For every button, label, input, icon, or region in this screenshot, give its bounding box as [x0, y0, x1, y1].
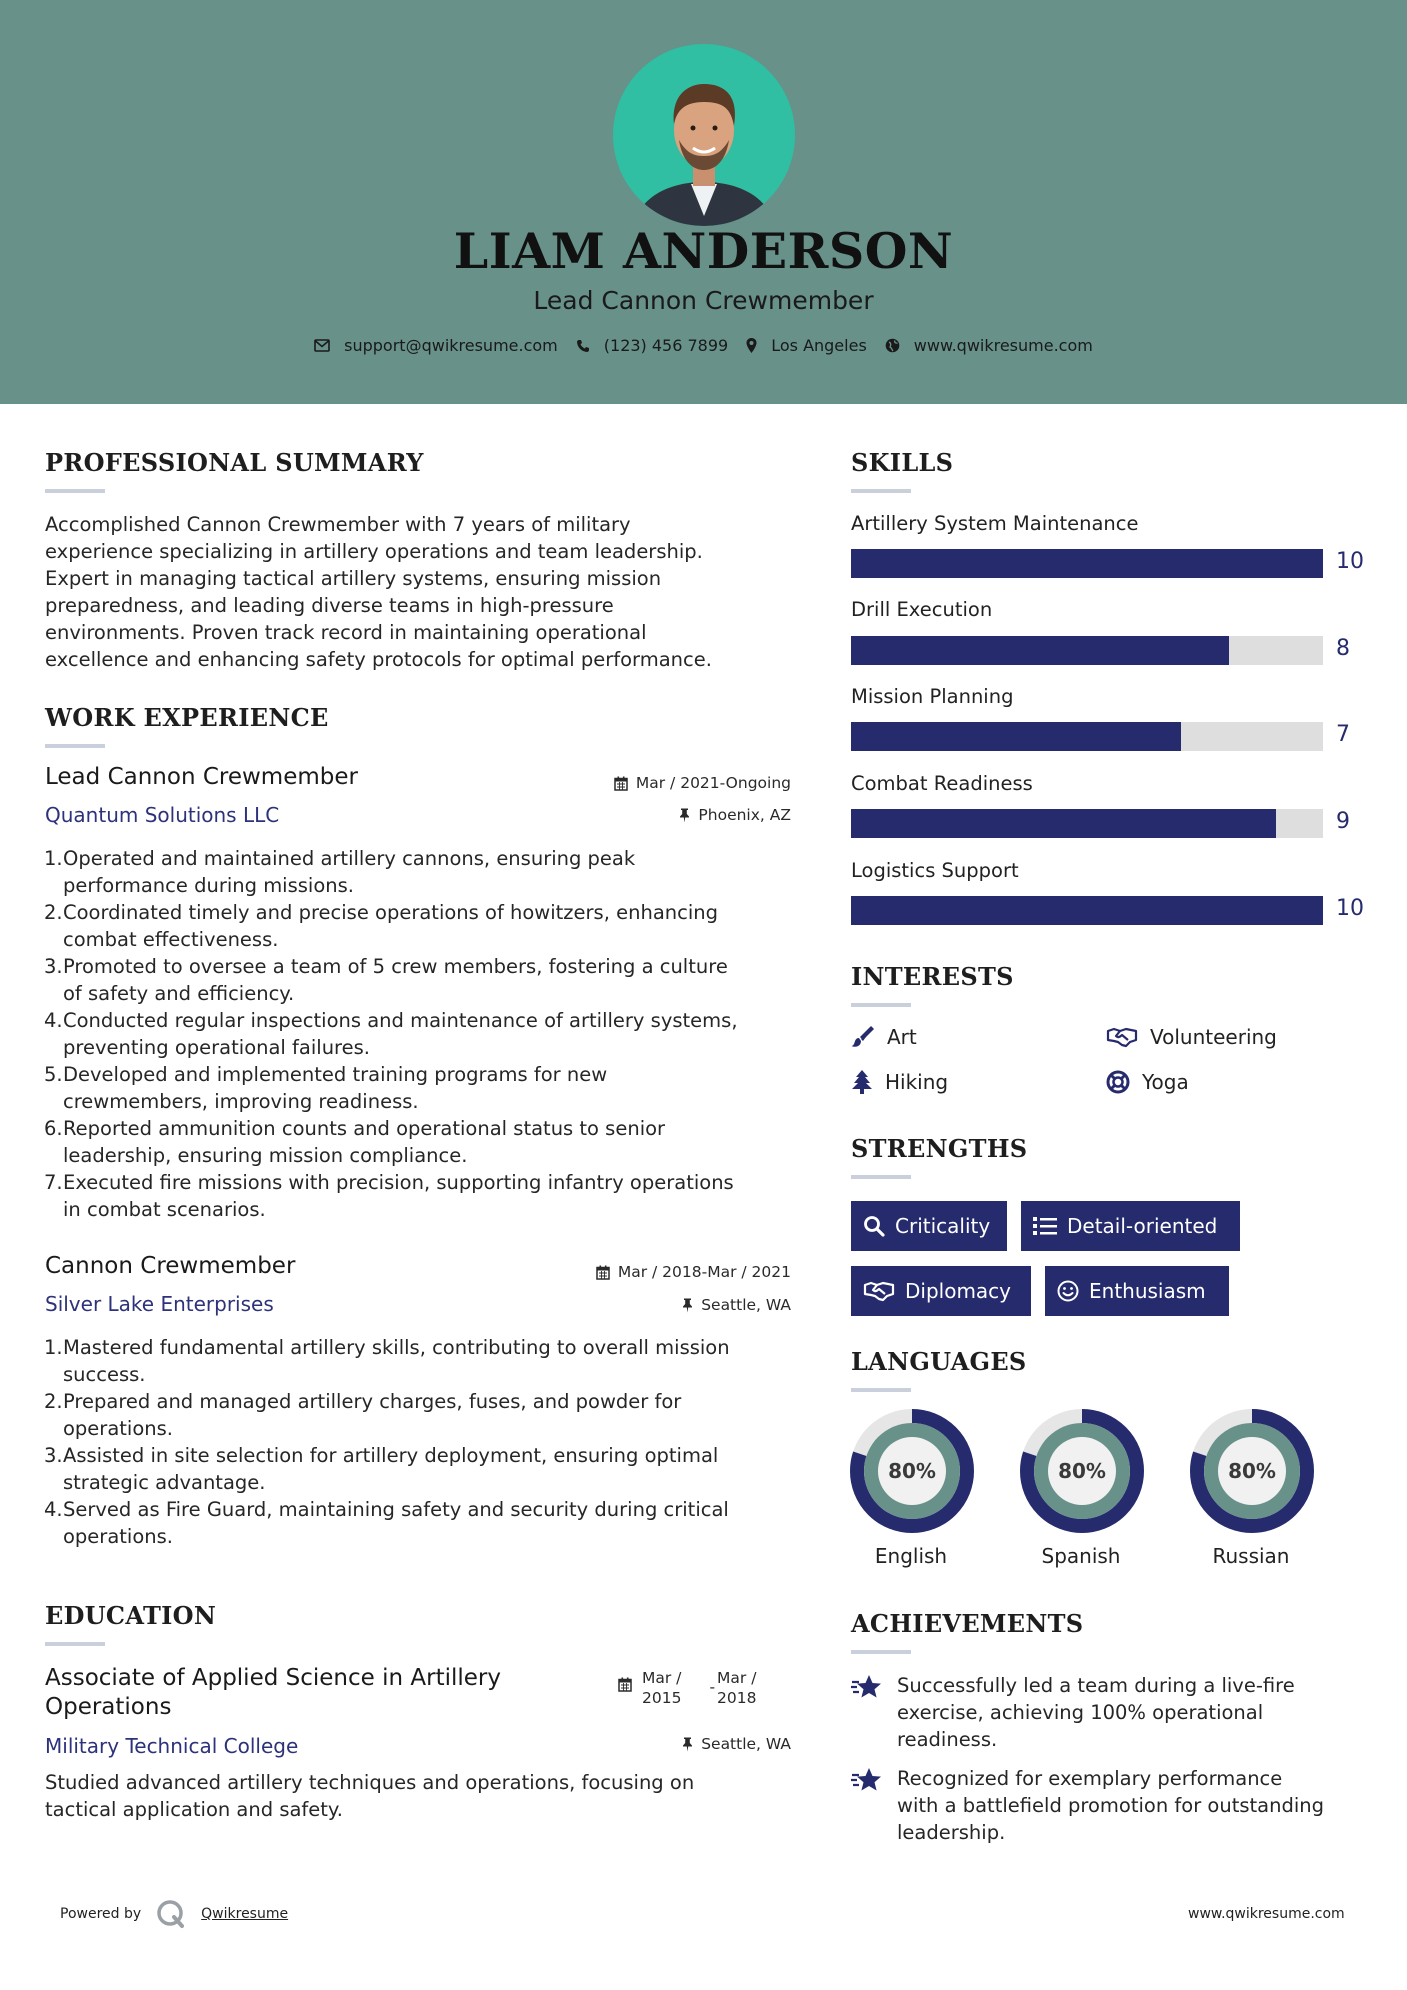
profile-photo	[613, 44, 795, 226]
section-divider	[45, 489, 105, 493]
degree-title: Associate of Applied Science in Artillery Operations	[45, 1665, 501, 1720]
language-ring-english	[850, 1409, 974, 1533]
skill-bar-fill	[851, 809, 1276, 838]
pushpin-icon	[679, 808, 690, 823]
list-item: 1. Operated and maintained artillery cannons, ensuring peak performance during missions.	[44, 847, 636, 897]
list-item: 2. Prepared and managed artillery charges, fuses, and powder for operations.	[44, 1390, 682, 1440]
achievement-item: Successfully led a team during a live-fire exercise, achieving 100% operational readiness.	[851, 1672, 1371, 1753]
list-item: 4. Conducted regular inspections and maintenance of artillery systems, preventing operational failures.	[44, 1009, 738, 1059]
section-divider	[851, 1388, 911, 1392]
job-dates: Mar / 2021-Ongoing	[614, 774, 791, 792]
section-divider	[45, 1642, 105, 1646]
skill-bar	[851, 549, 1323, 578]
candidate-role: Lead Cannon Crewmember	[533, 286, 874, 315]
job-title: Lead Cannon Crewmember	[45, 764, 358, 790]
location-text: Los Angeles	[771, 336, 867, 355]
skill-label: Drill Execution	[851, 598, 993, 621]
skill-bar-fill	[851, 549, 1323, 578]
strength-badge: Detail-oriented	[1021, 1201, 1240, 1251]
globe-icon	[885, 338, 900, 353]
paintbrush-icon	[851, 1025, 875, 1049]
language-label: Spanish	[1041, 1544, 1121, 1568]
pushpin-icon	[682, 1298, 693, 1313]
achievements-heading: ACHIEVEMENTS	[851, 1609, 1084, 1638]
interest-item: Hiking	[851, 1070, 948, 1094]
skills-heading: SKILLS	[851, 448, 954, 477]
interests-heading: INTERESTS	[851, 962, 1014, 991]
language-label: Russian	[1212, 1544, 1290, 1568]
section-divider	[45, 744, 105, 748]
calendar-icon	[618, 1677, 632, 1692]
interest-item: Yoga	[1106, 1070, 1189, 1094]
list-item: 4. Served as Fire Guard, maintaining safety and security during critical operations.	[44, 1498, 729, 1548]
skill-bar	[851, 636, 1323, 665]
email-text: support@qwikresume.com	[344, 336, 558, 355]
skill-value: 8	[1336, 636, 1350, 661]
interest-item: Volunteering	[1106, 1025, 1277, 1049]
handshake-icon	[863, 1280, 895, 1302]
list-item: 6. Reported ammunition counts and operational status to senior leadership, ensuring mission compliance.	[44, 1117, 666, 1167]
job-bullets	[45, 1334, 795, 1550]
skill-value: 10	[1336, 549, 1364, 574]
qwikresume-logo-icon	[155, 1898, 187, 1930]
achievement-item: Recognized for exemplary performance with a battlefield promotion for outstanding leadership.	[851, 1765, 1371, 1846]
skill-label: Mission Planning	[851, 685, 1014, 708]
interest-item: Art	[851, 1025, 917, 1049]
summary-text: Accomplished Cannon Crewmember with 7 years of military experience specializing in artillery operations and team leadership. Expert in managing tactical artillery systems, ensuring mission preparedness, and leading diverse teams in high-pressure environments. Proven track record in maintaining operational excellence and enhancing safety protocols for optimal performance.	[45, 513, 712, 671]
skill-bar	[851, 809, 1323, 838]
languages-heading: LANGUAGES	[851, 1347, 1027, 1376]
summary-heading: PROFESSIONAL SUMMARY	[45, 448, 424, 477]
skill-bar	[851, 722, 1323, 751]
education-dates: Mar / 2015 - Mar / 2018	[618, 1668, 757, 1708]
skill-value: 10	[1336, 896, 1364, 921]
handshake-icon	[1106, 1026, 1138, 1048]
language-label: English	[874, 1544, 948, 1568]
strength-badge: Diplomacy	[851, 1266, 1031, 1316]
job-company: Quantum Solutions LLC	[45, 803, 280, 827]
strengths-heading: STRENGTHS	[851, 1134, 1028, 1163]
education-description: Studied advanced artillery techniques and operations, focusing on tactical application and safety.	[45, 1771, 695, 1821]
star-icon	[851, 1674, 883, 1700]
phone-icon	[576, 339, 590, 353]
job-bullets	[45, 845, 795, 1223]
job-title: Cannon Crewmember	[45, 1253, 296, 1279]
education-location: Seattle, WA	[682, 1735, 791, 1753]
job-location: Seattle, WA	[682, 1296, 791, 1314]
job-dates: Mar / 2018-Mar / 2021	[596, 1263, 791, 1281]
contact-email[interactable]	[314, 336, 558, 355]
pushpin-icon	[682, 1737, 693, 1752]
website-text: www.qwikresume.com	[913, 336, 1093, 355]
language-ring-spanish	[1020, 1409, 1144, 1533]
calendar-icon	[614, 776, 628, 791]
language-percent: 80%	[888, 1459, 936, 1483]
lifering-icon	[1106, 1070, 1130, 1094]
list-item: 7. Executed fire missions with precision, supporting infantry operations in combat scenarios.	[44, 1171, 734, 1221]
smile-icon	[1057, 1280, 1079, 1302]
skill-label: Logistics Support	[851, 859, 1019, 882]
skill-bar-fill	[851, 722, 1181, 751]
skill-label: Combat Readiness	[851, 772, 1033, 795]
section-divider	[851, 1175, 911, 1179]
list-icon	[1033, 1216, 1057, 1236]
contact-location	[746, 336, 867, 355]
list-item: 3. Promoted to oversee a team of 5 crew members, fostering a culture of safety and efficiency.	[44, 955, 728, 1005]
star-icon	[851, 1767, 883, 1793]
envelope-icon	[314, 339, 330, 352]
contact-website[interactable]	[885, 336, 1093, 355]
tree-icon	[851, 1070, 873, 1094]
skill-bar-fill	[851, 636, 1229, 665]
skill-value: 7	[1336, 722, 1350, 747]
education-heading: EDUCATION	[45, 1601, 217, 1630]
section-divider	[851, 1650, 911, 1654]
qwikresume-link[interactable]: Qwikresume	[201, 1906, 289, 1922]
skill-label: Artillery System Maintenance	[851, 512, 1139, 535]
language-ring-russian	[1190, 1409, 1314, 1533]
skill-bar-fill	[851, 896, 1323, 925]
contact-bar	[0, 336, 1407, 355]
map-pin-icon	[746, 338, 757, 353]
school-name: Military Technical College	[45, 1734, 299, 1758]
phone-text: (123) 456 7899	[603, 336, 729, 355]
calendar-icon	[596, 1265, 610, 1280]
candidate-name: LIAM ANDERSON	[453, 222, 954, 280]
list-item: 2. Coordinated timely and precise operations of howitzers, enhancing combat effectiveness.	[44, 901, 719, 951]
strength-badge: Enthusiasm	[1045, 1266, 1229, 1316]
language-percent: 80%	[1228, 1459, 1276, 1483]
language-percent: 80%	[1058, 1459, 1106, 1483]
experience-heading: WORK EXPERIENCE	[45, 703, 329, 732]
skill-value: 9	[1336, 809, 1350, 834]
list-item: 3. Assisted in site selection for artillery deployment, ensuring optimal strategic advantage.	[44, 1444, 719, 1494]
job-company: Silver Lake Enterprises	[45, 1292, 274, 1316]
footer-powered-by: Powered by Qwikresume	[60, 1898, 288, 1930]
contact-phone[interactable]	[576, 336, 728, 355]
section-divider	[851, 1003, 911, 1007]
footer-url[interactable]: www.qwikresume.com	[1188, 1906, 1345, 1922]
list-item: 5. Developed and implemented training programs for new crewmembers, improving readiness.	[44, 1063, 608, 1113]
skill-bar	[851, 896, 1323, 925]
search-icon	[863, 1215, 885, 1237]
list-item: 1. Mastered fundamental artillery skills, contributing to overall mission success.	[44, 1336, 730, 1386]
section-divider	[851, 489, 911, 493]
strength-badge: Criticality	[851, 1201, 1007, 1251]
job-location: Phoenix, AZ	[679, 806, 791, 824]
